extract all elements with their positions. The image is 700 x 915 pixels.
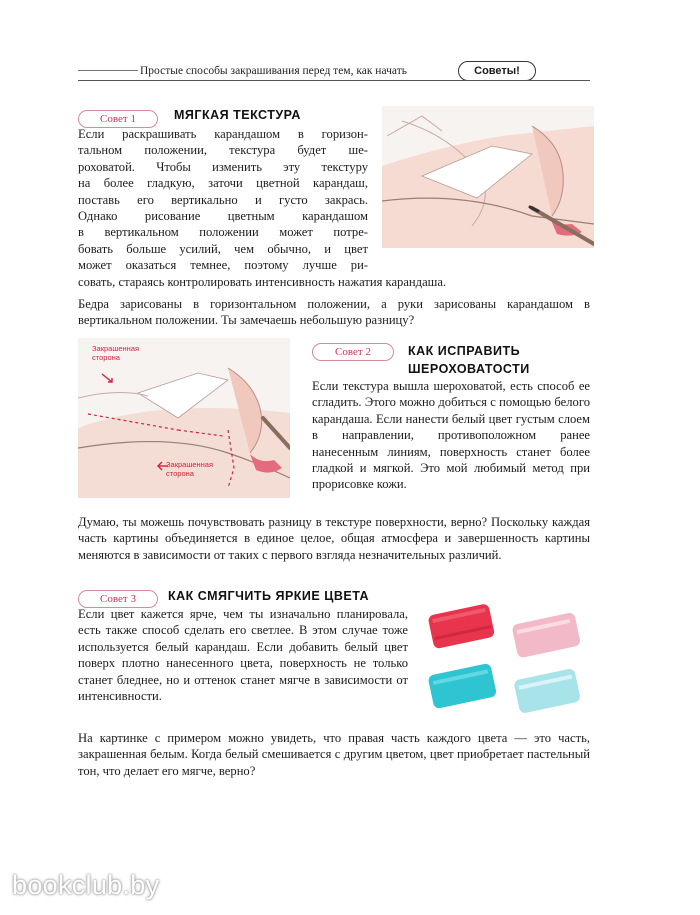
tip3-label: Совет 3 [78,590,158,608]
tip1-line: тальном положении, текстура будет ше- [78,143,368,158]
figure-color-swatches [422,596,592,718]
header-badge: Советы! [458,61,536,81]
tip2-body: Если текстура вышла шероховатой, есть способ ее сгладить. Этого можно добиться с помощью белого карандаша. Если нанести белый цвет густым слоем в направлении, противоположном ранее нанесенным линиям, поверхность станет более гладкой и мягкой. Это мой любимый метод при прорисовке кожи. [312,379,590,492]
tip1-line: поставь его вертикально и густо закрась. [78,192,368,207]
tip3-body: Если цвет кажется ярче, чем ты изначально планировала, есть также способ сделать его светлее. В этом случае тоже используется белый карандаш. Если добавить белый цвет поверх плотно нанесенного цвета, поверхность не только станет бледнее, но и оттенок станет мягче в зависимости от интенсивности. [78,607,408,704]
tip2-title-line2: ШЕРОХОВАТОСТИ [408,362,530,376]
tip1-line: роховатой. Чтобы изменить эту текстуру [78,159,368,174]
tip1-follow-up: Бедра зарисованы в горизонтальном положении, а руки зарисованы карандашом в вертикальном положении. Ты замечаешь небольшую разницу? [78,297,590,328]
tip1-title: МЯГКАЯ ТЕКСТУРА [174,108,301,122]
tip3-follow-up: На картинке с примером можно увидеть, что правая часть каждого цвета — это часть, закрашенная белым. Когда белый смешивается с другим цветом, цвет приобретает пастельный тон, что делает его мягче, верно? [78,731,590,778]
running-header-title: Простые способы закрашивания перед тем, как начать [140,65,407,77]
tip1-line: бовать больше усилий, чем обычно, и цвет [78,241,368,256]
tip1-line: может оказаться темнее, поэтому лучше ри- [78,258,368,273]
tip3-title: КАК СМЯГЧИТЬ ЯРКИЕ ЦВЕТА [168,589,370,603]
tip1-line: в вертикальном положении может потре- [78,225,368,240]
figure-annotation-bottom: Закрашенная сторона [166,460,214,478]
tip1-body [78,126,368,274]
tip2-title-line1: КАК ИСПРАВИТЬ [408,344,521,358]
tip2-follow-up: Думаю, ты можешь почувствовать разницу в текстуре поверхности, верно? Поскольку каждая часть картины объединяется в единое целое, общая атмосфера и завершенность картины меняются в зависимости от таких с первого взгляда незначительных различий. [78,515,590,562]
tip2-label: Совет 2 [312,343,394,361]
figure-skin-texture [382,106,594,248]
tip1-line: на более гладкую, заточи цветной карандаш, [78,176,368,191]
header-rule-left [78,70,138,71]
figure-annotation-top: Закрашенная сторона [92,344,140,362]
header-rule [78,80,590,81]
tip1-line: Если раскрашивать карандашом в горизон- [78,127,368,141]
tip1-last-line: совать, стараясь контролировать интенсивность нажатия карандаша. [78,275,447,289]
tip1-label: Совет 1 [78,110,158,128]
tip1-line: Однако рисование цветным карандашом [78,209,368,224]
watermark: bookclub.by [12,870,160,900]
